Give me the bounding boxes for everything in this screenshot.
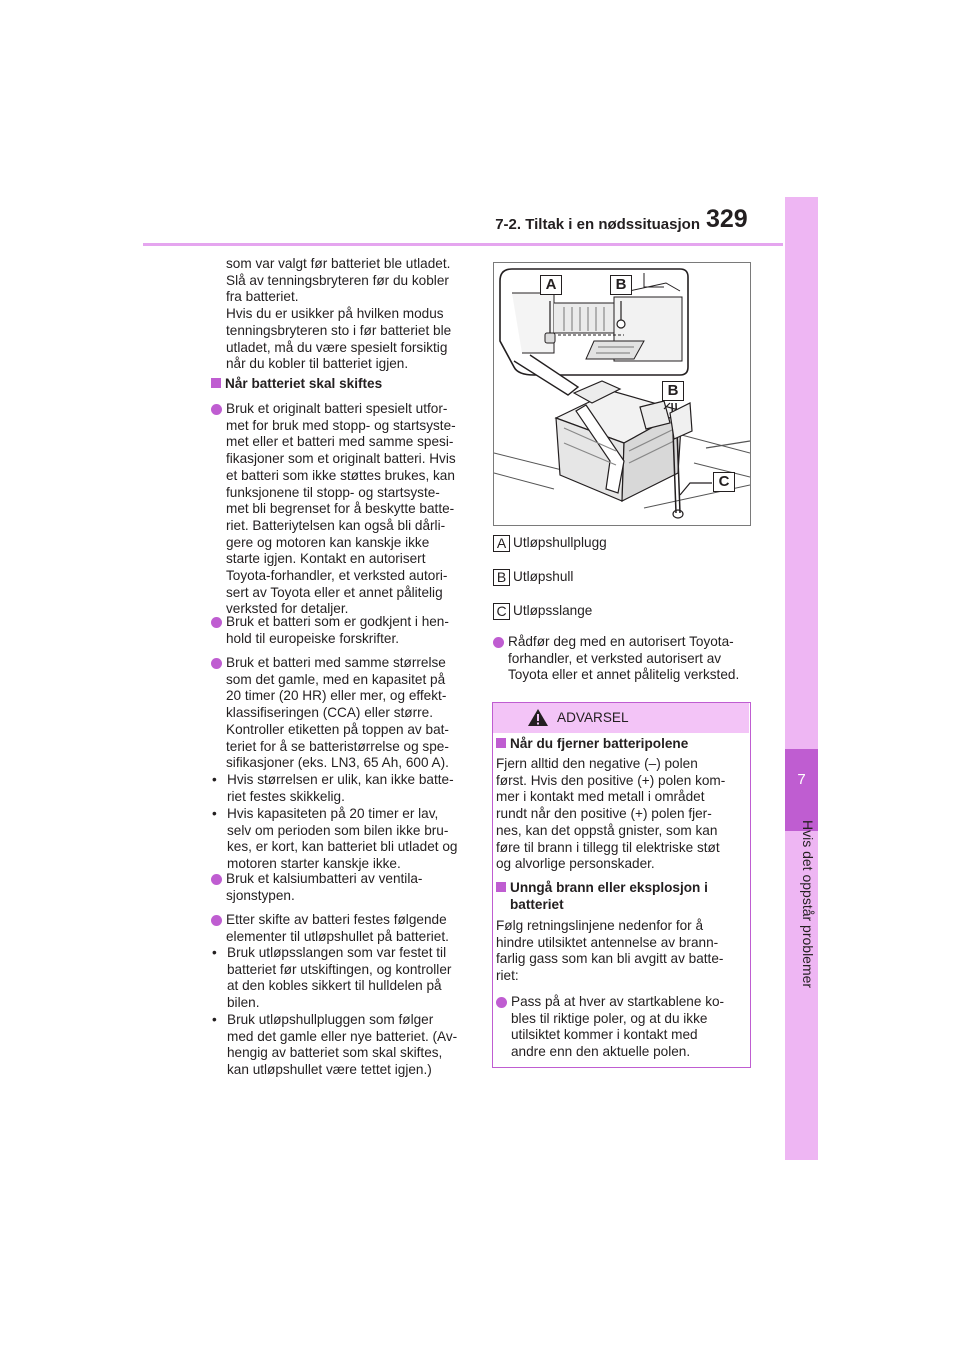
warning-heading-fire — [496, 880, 746, 913]
bullet-line: funksjonene til stopp- og startsyste- — [226, 484, 440, 500]
sub-line: riet festes skikkelig. — [227, 788, 345, 804]
warning-line: andre enn den aktuelle polen. — [511, 1044, 691, 1060]
bullet-line: som det gamle, med en kapasitet på — [226, 671, 446, 687]
sub-line: bilen. — [227, 995, 260, 1011]
heading-text: Når du fjerner batteripolene — [510, 736, 689, 751]
bullet-line: met eller et batteri med samme spesi- — [226, 434, 454, 450]
intro-line: fra batteriet. — [226, 289, 299, 305]
intro-line: Hvis du er usikker på hvilken modus — [226, 306, 444, 322]
bullet-approved-battery — [211, 614, 483, 650]
sub-line: batteriet før utskiftingen, og kontroller — [227, 961, 452, 977]
bullet-line: klassifiseringen (CCA) eller større. — [226, 705, 433, 721]
callout-c: C — [713, 472, 735, 492]
bullet-line: Toyota-forhandler, et verksted autori- — [226, 568, 448, 584]
bullet-line: gere og motoren kan kanskje ikke — [226, 534, 430, 550]
heading-text: Når batteriet skal skiftes — [225, 376, 383, 391]
warning-line: nes, kan det oppstå gnister, som kan — [496, 822, 718, 838]
intro-line: når du kobler til batteriet igjen. — [226, 356, 409, 372]
warning-line: riet: — [496, 968, 519, 984]
bullet-line: Toyota eller et annet pålitelig verksted. — [508, 667, 740, 683]
sub-line: Bruk utløpshullpluggen som følger — [227, 1012, 434, 1027]
warning-paragraph-fire — [496, 918, 746, 985]
bullet-line: Rådfør deg med en autorisert Toyota- — [508, 634, 734, 649]
sub-item-drain-hose — [212, 945, 484, 1013]
sub-line: kes, er kort, kan batteriet bli utladet og — [227, 839, 458, 855]
bullet-line: 20 timer (20 HR) eller mer, og effekt- — [226, 688, 447, 704]
bullet-line: met bli begrenset for å beskytte batte- — [226, 501, 455, 517]
callout-b: B — [610, 275, 632, 295]
sub-item-size — [212, 772, 484, 806]
warning-line: Pass på at hver av startkablene ko- — [511, 994, 725, 1009]
sub-marker: • — [212, 1012, 217, 1027]
sub-marker: • — [212, 806, 217, 821]
bullet-line: Bruk et batteri med samme størrelse — [226, 655, 446, 670]
legend-text-c: Utløpsslange — [513, 603, 593, 618]
warning-paragraph-poles — [496, 756, 746, 873]
warning-title: ADVARSEL — [557, 710, 629, 725]
sub-line: Hvis kapasiteten på 20 timer er lav, — [227, 806, 439, 821]
warning-line: hindre utilsiktet antennelse av brann- — [496, 934, 719, 950]
legend-key-a: A — [493, 535, 510, 552]
intro-line: som var valgt før batteriet ble utladet. — [226, 256, 451, 271]
warning-line: rundt når den positive (+) polen fjer- — [496, 806, 712, 822]
bullet-line: starte igjen. Kontakt en autorisert — [226, 551, 426, 567]
warning-heading-poles — [496, 736, 746, 753]
warning-line: farlig gass som kan bli avgitt av batte- — [496, 951, 724, 967]
bullet-same-size — [211, 655, 483, 775]
round-bullet-icon — [211, 404, 222, 415]
legend-key-c: C — [493, 603, 510, 620]
bullet-line: elementer til utløpshullet på batteriet. — [226, 928, 449, 944]
sub-line: kan utløpshullet være tettet igjen.) — [227, 1062, 432, 1078]
callout-b-lower: B — [662, 381, 684, 401]
warning-bullet-cables — [496, 994, 746, 1064]
chapter-number-box — [785, 749, 818, 831]
round-bullet-icon — [493, 637, 504, 648]
bullet-line: sjonstypen. — [226, 887, 295, 903]
sub-line: selv om perioden som bilen ikke bru- — [227, 822, 449, 838]
bullet-line: teriet for å se batteristørrelse og spe- — [226, 738, 449, 754]
intro-line: Slå av tenningsbryteren før du kobler — [226, 272, 449, 288]
section-heading — [211, 376, 481, 393]
warning-header — [493, 703, 749, 733]
intro-paragraph — [226, 256, 486, 373]
warning-line: mer i kontakt med metall i området — [496, 789, 705, 805]
bullet-after-replacement — [211, 912, 483, 948]
chapter-title: Hvis det oppstår problemer — [800, 820, 816, 989]
warning-line: og alvorlige personskader. — [496, 856, 655, 872]
callout-a: A — [540, 275, 562, 295]
bullet-line: met for bruk med stopp- og startsyste- — [226, 417, 456, 433]
legend-key-b: B — [493, 569, 510, 586]
battery-drawing — [494, 263, 750, 525]
bullet-line: Bruk et kalsiumbatteri av ventila- — [226, 871, 423, 886]
bullet-line: hold til europeiske forskrifter. — [226, 630, 400, 646]
heading-text: Unngå brann eller eksplosjon i — [510, 880, 708, 895]
round-bullet-icon — [211, 658, 222, 669]
section-title: 7-2. Tiltak i en nødssituasjon — [495, 216, 700, 233]
page-number: 329 — [706, 205, 748, 233]
header-divider — [143, 243, 783, 246]
round-bullet-icon — [211, 617, 222, 628]
warning-line: først. Hvis den positive (+) polen kom- — [496, 772, 726, 788]
bullet-line: et batteri som ikke støttes brukes, kan — [226, 467, 455, 483]
sub-marker: • — [212, 945, 217, 960]
sub-line: Hvis størrelsen er ulik, kan ikke batte- — [227, 772, 454, 787]
square-bullet-icon — [211, 378, 221, 388]
bullet-line: Bruk et originalt batteri spesielt utfor- — [226, 401, 448, 416]
sub-item-capacity — [212, 806, 484, 874]
sub-marker: • — [212, 772, 217, 787]
legend-text-b: Utløpshull — [513, 569, 574, 584]
battery-illustration — [493, 262, 751, 526]
warning-line: utilsiktet kommer i kontakt med — [511, 1027, 698, 1043]
round-bullet-icon — [496, 997, 507, 1008]
bullet-line: verksted for detaljer. — [226, 601, 349, 617]
bullet-line: riet. Batteriytelsen kan også bli dårli- — [226, 517, 446, 533]
legend-item-c — [493, 603, 753, 621]
square-bullet-icon — [496, 738, 506, 748]
intro-line: utladet, må du være spesielt forsiktig — [226, 339, 448, 355]
bullet-line: Kontroller etiketten på toppen av bat- — [226, 721, 449, 737]
bullet-line: forhandler, et verksted autorisert av — [508, 650, 722, 666]
legend-item-b — [493, 569, 753, 587]
sub-line: Bruk utløpsslangen som var festet til — [227, 945, 447, 960]
chapter-number: 7 — [797, 771, 806, 788]
bullet-original-battery — [211, 401, 483, 621]
square-bullet-icon — [496, 882, 506, 892]
bullet-line: sert av Toyota eller et annet pålitelig — [226, 584, 443, 600]
bullet-line: Bruk et batteri som er godkjent i hen- — [226, 614, 449, 629]
sub-line: motoren starter kanskje ikke. — [227, 856, 401, 872]
bullet-line: sifikasjoner (eks. LN3, 65 Ah, 600 A). — [226, 755, 449, 771]
round-bullet-icon — [211, 874, 222, 885]
bullet-consult-dealer — [493, 634, 763, 686]
warning-line: Fjern alltid den negative (–) polen — [496, 756, 698, 771]
sub-item-drain-plug — [212, 1012, 484, 1080]
heading-text: batteriet — [510, 896, 564, 912]
intro-line: tenningsbryteren sto i før batteriet ble — [226, 322, 452, 338]
sub-line: at den kobles sikkert til hulldelen på — [227, 978, 442, 994]
bullet-calcium-battery — [211, 871, 483, 907]
warning-line: føre til brann i tillegg til elektriske støt — [496, 839, 720, 855]
legend-item-a — [493, 535, 753, 553]
sub-line: med det gamle eller nye batteriet. (Av- — [227, 1028, 458, 1044]
bullet-line: fikasjoner som et originalt batteri. Hvis — [226, 451, 456, 467]
warning-line: Følg retningslinjene nedenfor for å — [496, 918, 704, 933]
warning-triangle-icon — [527, 708, 549, 727]
round-bullet-icon — [211, 915, 222, 926]
bullet-line: Etter skifte av batteri festes følgende — [226, 912, 447, 927]
warning-line: bles til riktige poler, og at du ikke — [511, 1010, 708, 1026]
sub-line: hengig av batteriet som skal skiftes, — [227, 1045, 443, 1061]
legend-text-a: Utløpshullplugg — [513, 535, 607, 550]
